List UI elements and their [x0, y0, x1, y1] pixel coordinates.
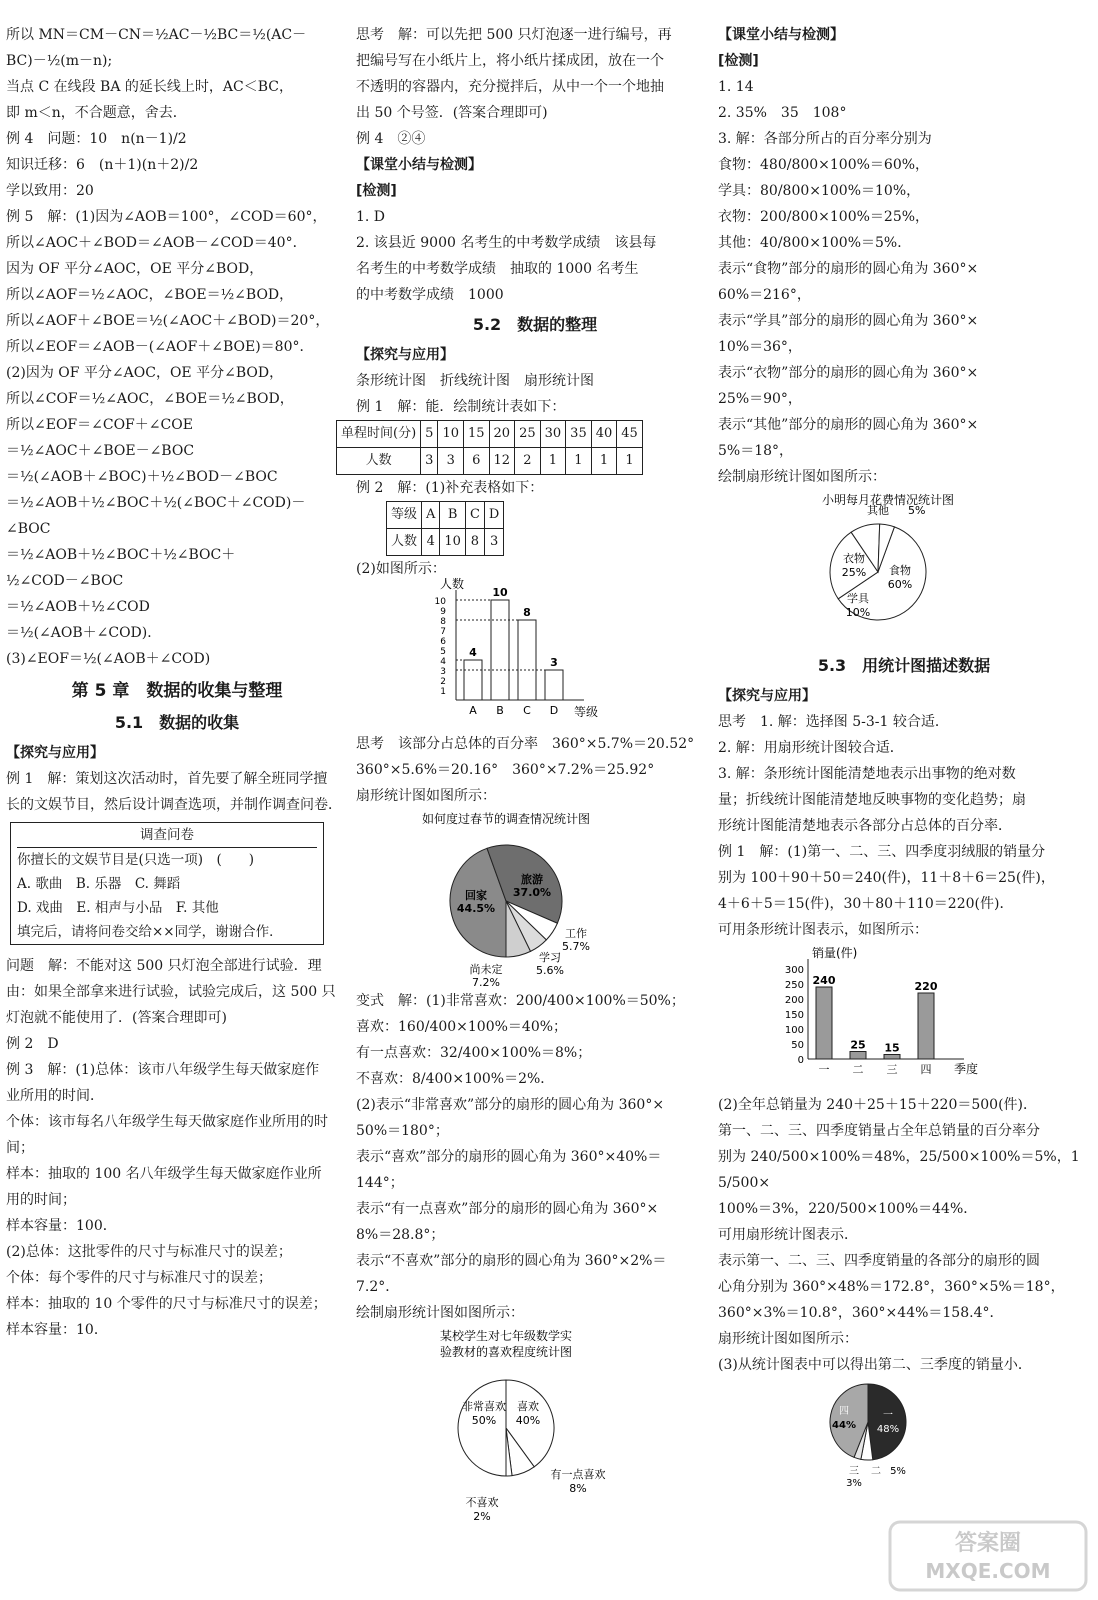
table-cell: 45 [617, 421, 643, 448]
chart-title: 某校学生对七年级数学实 [439, 1329, 573, 1343]
text-line: ∠BOC [6, 521, 51, 537]
text-line: ＝½∠AOC＋∠BOE－∠BOC [6, 443, 195, 459]
chapter-title: 第 5 章 数据的收集与整理 [71, 681, 283, 701]
slice-label: 有一点喜欢 [550, 1468, 606, 1481]
variant-lines-block [356, 988, 714, 1326]
text-line: 形统计图能清楚地表示各部分占总体的百分率． [718, 818, 1012, 834]
text-line: 思考 该部分占总体的百分率 360°×5.7%＝20.52° [356, 736, 695, 752]
slice-label: 三 [849, 1466, 859, 1477]
table-cell: 8 [465, 529, 484, 556]
chart-title: 小明每月花费情况统计图 [821, 493, 955, 507]
table-cell: 1 [617, 448, 643, 475]
x-tick-label: 三 [886, 1063, 898, 1076]
y-tick-label: 150 [784, 1010, 804, 1021]
example-1-line: 例 1 解：能．绘制统计表如下： [356, 399, 566, 415]
example-2-line: 例 2 解：(1)补充表格如下： [356, 480, 544, 496]
quarter-sales-bar-chart [718, 943, 1078, 1083]
y-tick-label: 2 [440, 677, 446, 687]
slice-value: 5% [890, 1466, 906, 1477]
text-line: 样本容量：100． [6, 1218, 117, 1234]
text-line: 心角分别为 360°×48%＝172.8°，360°×5%＝18°， [718, 1279, 1065, 1295]
text-line: 由：如果全部拿来进行试验，试验完成后，这 500 只 [6, 984, 336, 1000]
slice-label: 不喜欢 [465, 1496, 499, 1509]
text-line: 思考 1. 解：选择图 5-3-1 较合适． [718, 714, 949, 730]
table-cell: 20 [489, 421, 515, 448]
slice-value: 44.5% [456, 902, 496, 915]
quarter-sales-pie-chart [718, 1378, 1078, 1489]
x-tick-label: A [469, 704, 477, 717]
slice-label: 一 [883, 1410, 893, 1421]
text-line: 的中考数学成绩 1000 [356, 287, 504, 303]
text-line: 业所用的时间． [6, 1088, 104, 1104]
x-tick-label: C [523, 704, 531, 717]
slice-label: 二 [871, 1466, 881, 1477]
slice-label: 衣物 [843, 552, 865, 565]
text-line: 144°； [356, 1175, 404, 1191]
explore-tag: 【探究与应用】 [6, 745, 104, 761]
table-cell: A [422, 502, 440, 529]
text-line: ＝½∠AOB＋½∠COD [6, 599, 150, 615]
text-line: 衣物：200/800×100%＝25%， [718, 209, 930, 225]
y-axis-label: 销量(件) [812, 946, 858, 960]
x-tick-label: 四 [920, 1063, 932, 1076]
table-cell: 40 [591, 421, 617, 448]
slice-value: 5.6% [536, 964, 564, 977]
x-tick-label: 二 [852, 1063, 864, 1076]
y-tick-label: 7 [440, 627, 446, 637]
data-label: 25 [850, 1038, 866, 1052]
y-tick-label: 250 [784, 980, 804, 991]
column-right [718, 22, 1090, 1489]
table-cell: 25 [515, 421, 541, 448]
text-line: 50%＝180°； [356, 1123, 449, 1139]
text-line: 因为 OF 平分∠AOC，OE 平分∠BOD， [6, 261, 264, 277]
text-line: 表示“食物”部分的扇形的圆心角为 360°× [718, 261, 979, 277]
text-line: 所以∠EOF＝∠AOB－(∠AOF＋∠BOE)＝80°． [6, 339, 314, 355]
text-line: 所以∠AOF＋∠BOE＝½(∠AOC＋∠BOD)＝20°， [6, 313, 330, 329]
pie-slice [458, 1380, 506, 1476]
slice-label: 喜欢 [517, 1400, 539, 1413]
bar [518, 620, 536, 700]
y-tick-label: 200 [784, 995, 804, 1006]
y-tick-label: 4 [440, 657, 446, 667]
table-cell: 1 [591, 448, 617, 475]
text-line: 用的时间； [6, 1192, 76, 1208]
text-line: 表示“衣物”部分的扇形的圆心角为 360°× [718, 365, 979, 381]
text-line: ＝½∠AOB＋½∠BOC＋½(∠BOC＋∠COD)－ [6, 495, 306, 511]
text-line: 量；折线统计图能清楚地反映事物的变化趋势；扇 [718, 792, 1026, 808]
text-line: 扇形统计图如图所示： [356, 788, 496, 804]
slice-value: 40% [515, 1414, 541, 1427]
data-label: 15 [884, 1041, 900, 1055]
slice-label: 工作 [565, 927, 587, 940]
bar [884, 1055, 900, 1060]
text-line: 长的文娱节目，然后设计调查选项，并制作调查问卷． [6, 797, 342, 813]
y-axis-label: 人数 [440, 577, 465, 591]
y-tick-label: 50 [791, 1040, 804, 1051]
text-line: 25%＝90°， [718, 391, 802, 407]
text-line: 填完后，请将问卷交给××同学，谢谢合作． [17, 924, 283, 940]
text-line: [检测] [356, 183, 397, 199]
text-line: (2)全年总销量为 240＋25＋15＋220＝500(件)． [718, 1097, 1037, 1113]
text-line: (2)表示“非常喜欢”部分的扇形的圆心角为 360°× [356, 1097, 665, 1113]
table-cell: C [465, 502, 484, 529]
table-row-label: 人数 [337, 448, 421, 475]
data-label: 220 [914, 980, 938, 993]
section-title-5-3: 5.3 用统计图描述数据 [817, 656, 991, 675]
y-tick-label: 1 [440, 687, 446, 697]
text-line: 5%＝18°， [718, 443, 794, 459]
chart-kinds-line: 条形统计图 折线统计图 扇形统计图 [356, 373, 594, 389]
text-line: 学以致用：20 [6, 183, 94, 199]
slice-value: 10% [845, 606, 871, 619]
x-tick-label: 一 [818, 1063, 830, 1076]
y-tick-label: 9 [440, 607, 446, 617]
text-line: 10%＝36°， [718, 339, 802, 355]
table-cell: 35 [566, 421, 592, 448]
table-cell: 4 [422, 529, 440, 556]
text-line: 所以∠EOF＝∠COF＋∠COE [6, 417, 193, 433]
commute-time-table [336, 420, 643, 475]
spring-festival-pie-chart [356, 809, 656, 989]
text-line: 2. 35% 35 108° [718, 105, 847, 121]
text-line: 例 4 问题：10 n(n－1)/2 [6, 131, 187, 147]
slice-value: 5% [908, 504, 926, 517]
text-line: 例 2 D [6, 1036, 59, 1052]
y-tick-label: 6 [440, 637, 446, 647]
section-title-5-1: 5.1 数据的收集 [114, 713, 240, 732]
slice-value: 8% [569, 1482, 587, 1495]
text-line: 样本：抽取的 10 个零件的尺寸与标准尺寸的误差； [6, 1296, 327, 1312]
slice-value: 48% [876, 1424, 900, 1435]
column-middle [341, 22, 714, 1523]
check-lines-block [718, 22, 1090, 490]
table-cell: 10 [440, 529, 466, 556]
text-line: 表示第一、二、三、四季度销量的各部分的扇形的圆 [718, 1253, 1040, 1269]
text-line: 1. 14 [718, 79, 754, 95]
answer-lines-block [6, 953, 348, 1343]
y-tick-label: 8 [440, 617, 446, 627]
solution-lines-block [6, 22, 348, 672]
example-lines-block [6, 766, 348, 818]
table-cell: 1 [540, 448, 566, 475]
data-label: 10 [492, 586, 508, 599]
table-header-cell: 单程时间(分) [337, 421, 421, 448]
slice-value: 25% [841, 566, 867, 579]
data-label: 3 [550, 656, 558, 669]
table-cell: 12 [489, 448, 515, 475]
text-line: 个体：该市每名八年级学生每天做家庭作业所用的时间； [6, 1114, 328, 1156]
text-line: 表示“不喜欢”部分的扇形的圆心角为 360°×2%＝ [356, 1253, 667, 1269]
text-line: 2. 该县近 9000 名考生的中考数学成绩 该县每 [356, 235, 657, 251]
table-row-label: 人数 [387, 529, 422, 556]
text-line: 所以∠AOC＋∠BOD＝∠AOB－∠COD＝40°． [6, 235, 307, 251]
text-line: 1. D [356, 209, 386, 225]
text-line: 喜欢：160/400×100%＝40%； [356, 1019, 568, 1035]
slice-label: 学具 [847, 592, 869, 605]
table-cell: 15 [463, 421, 489, 448]
text-line: 不透明的容器内，充分搅拌后，从中一个一个地抽 [356, 79, 664, 95]
slice-label: 非常喜欢 [462, 1400, 506, 1413]
x-axis-label: 等级 [574, 705, 599, 719]
bar [850, 1052, 866, 1060]
percentage-lines-block [718, 1092, 1090, 1378]
y-tick-label: 10 [434, 597, 446, 607]
watermark-logo [888, 1520, 1088, 1592]
text-line: 表示“其他”部分的扇形的圆心角为 360°× [718, 417, 979, 433]
bar [816, 987, 832, 1059]
slice-label: 四 [839, 1406, 849, 1417]
text-line: 所以∠AOF＝½∠AOC，∠BOE＝½∠BOD， [6, 287, 294, 303]
text-line: A. 歌曲 B. 乐器 C. 舞蹈 [17, 876, 181, 892]
text-line: 100%＝3%，220/500×100%＝44%． [718, 1201, 978, 1217]
text-line: 知识迁移：6 (n＋1)(n＋2)/2 [6, 157, 199, 173]
grade-table [386, 501, 504, 556]
text-line: 例 3 解：(1)总体：该市八年级学生每天做家庭作 [6, 1062, 320, 1078]
text-line: 2. 解：用扇形统计图较合适． [718, 740, 904, 756]
pie-slice [868, 1384, 906, 1460]
text-line: (3)从统计图表中可以得出第二、三季度的销量小． [718, 1357, 1032, 1373]
data-label: 4 [469, 646, 477, 659]
slice-label: 学习 [539, 951, 561, 964]
grade-bar-chart [356, 577, 656, 722]
y-tick-label: 100 [784, 1025, 804, 1036]
text-line: ＝½(∠AOB＋∠COD)． [6, 625, 162, 641]
text-line: 即 m＜n，不合题意，舍去． [6, 105, 187, 121]
text-line: 扇形统计图如图所示： [718, 1331, 858, 1347]
slice-label: 其他 [867, 504, 889, 517]
questionnaire-box [10, 822, 324, 945]
slice-value: 2% [473, 1510, 491, 1523]
text-line: 所以 MN＝CM－CN＝½AC－½BC＝½(AC－ [6, 27, 307, 43]
table-cell: 30 [540, 421, 566, 448]
text-line: 7.2°． [356, 1279, 400, 1295]
text-line: 60%＝216°， [718, 287, 811, 303]
text-line: 例 1 解：策划这次活动时，首先要了解全班同学擅 [6, 771, 328, 787]
text-line: 8%＝28.8°； [356, 1227, 445, 1243]
bar [464, 660, 482, 700]
table-cell: 6 [463, 448, 489, 475]
text-line: 例 5 解：(1)因为∠AOB＝100°，∠COD＝60°， [6, 209, 327, 225]
table-cell: 5 [421, 421, 438, 448]
data-label: 8 [523, 606, 531, 619]
text-line: BC)－½(m－n); [6, 53, 113, 69]
questionnaire-title: 调查问卷 [17, 823, 317, 848]
svg-text:MXQE.COM: MXQE.COM [925, 1559, 1051, 1583]
text-line: 名考生的中考数学成绩 抽取的 1000 名考生 [356, 261, 639, 277]
text-line: 别为 240/500×100%＝48%，25/500×100%＝5%，15/500× [718, 1149, 1080, 1191]
think-lines-block [356, 731, 714, 809]
monthly-spending-pie-chart [718, 490, 1078, 640]
text-line: 不喜欢：8/400×100%＝2%． [356, 1071, 555, 1087]
text-line: 【课堂小结与检测】 [356, 157, 482, 173]
x-tick-label: B [496, 704, 504, 717]
section-title-5-2: 5.2 数据的整理 [472, 315, 598, 334]
table-cell: B [440, 502, 466, 529]
slice-value: 37.0% [512, 886, 552, 899]
bar [545, 670, 563, 700]
explore-tag: 【探究与应用】 [356, 347, 454, 363]
y-tick-label: 3 [440, 667, 446, 677]
text-line: 3. 解：各部分所占的百分率分别为 [718, 131, 932, 147]
text-line: 第一、二、三、四季度销量占全年总销量的百分率分 [718, 1123, 1040, 1139]
text-line: 样本：抽取的 100 名八年级学生每天做家庭作业所 [6, 1166, 322, 1182]
bar [918, 993, 934, 1059]
text-line: [检测] [718, 53, 759, 69]
y-tick-label: 300 [784, 965, 804, 976]
slice-value: 50% [471, 1414, 497, 1427]
text-line: 所以∠COF＝½∠AOC，∠BOE＝½∠BOD， [6, 391, 294, 407]
text-line: 变式 解：(1)非常喜欢：200/400×100%＝50%； [356, 993, 685, 1009]
text-line: 表示“学具”部分的扇形的圆心角为 360°× [718, 313, 979, 329]
text-line: 表示“喜欢”部分的扇形的圆心角为 360°×40%＝ [356, 1149, 662, 1165]
bar [491, 600, 509, 700]
text-line: 例 4 ②④ [356, 131, 426, 147]
text-line: (2)因为 OF 平分∠AOC，OE 平分∠BOD， [6, 365, 284, 381]
svg-text:答案圈: 答案圈 [954, 1531, 1022, 1556]
text-line: 例 1 解：(1)第一、二、三、四季度羽绒服的销量分 [718, 844, 1046, 860]
text-line: 思考 解：可以先把 500 只灯泡逐一进行编号，再 [356, 27, 672, 43]
textbook-preference-pie-chart [356, 1326, 656, 1523]
slice-label: 尚未定 [469, 963, 503, 976]
text-line: 把编号写在小纸片上，将小纸片揉成团，放在一个 [356, 53, 664, 69]
text-line: ½∠COD－∠BOC [6, 573, 124, 589]
text-line: 当点 C 在线段 BA 的延长线上时，AC＜BC， [6, 79, 293, 95]
text-line: 别为 100＋90＋50＝240(件)，11＋8＋6＝25(件)， [718, 870, 1055, 886]
text-line: 可用扇形统计图表示． [718, 1227, 858, 1243]
questionnaire-lines [17, 848, 317, 944]
text-line: ＝½(∠AOB＋∠BOC)＋½∠BOD－∠BOC [6, 469, 278, 485]
text-line: 4＋6＋5＝15(件)，30＋80＋110＝220(件)． [718, 896, 1014, 912]
text-line: 出 50 个号签．(答案合理即可) [356, 105, 548, 121]
text-line: 问题 解：不能对这 500 只灯泡全部进行试验．理 [6, 958, 322, 974]
text-line: 灯泡就不能使用了．(答案合理即可) [6, 1010, 227, 1026]
slice-label: 旅游 [521, 873, 543, 886]
text-line: 其他：40/800×100%＝5%． [718, 235, 912, 251]
y-tick-label: 5 [440, 647, 446, 657]
chart-title: 如何度过春节的调查情况统计图 [421, 812, 591, 826]
text-line: (3)∠EOF＝½(∠AOB＋∠COD) [6, 651, 211, 667]
slice-label: 食物 [889, 564, 911, 577]
text-line: D. 戏曲 E. 相声与小品 F. 其他 [17, 900, 219, 916]
text-line: 食物：480/800×100%＝60%， [718, 157, 930, 173]
y-tick-label: 0 [797, 1055, 804, 1066]
text-line: 表示“有一点喜欢”部分的扇形的圆心角为 360°× [356, 1201, 659, 1217]
text-line: 3. 解：条形统计图能清楚地表示出事物的绝对数 [718, 766, 1016, 782]
text-line: 你擅长的文娱节目是(只选一项) ( ) [17, 852, 255, 868]
table-header-cell: 等级 [387, 502, 422, 529]
table-cell: 3 [484, 529, 503, 556]
text-line: 360°×3%＝10.8°，360°×44%＝158.4°． [718, 1305, 1004, 1321]
slice-value: 7.2% [472, 976, 500, 989]
text-line: (2)总体：这批零件的尺寸与标准尺寸的误差； [6, 1244, 292, 1260]
text-line: 360°×5.6%＝20.16° 360°×7.2%＝25.92° [356, 762, 655, 778]
table-cell: 2 [515, 448, 541, 475]
think-lines-block [718, 709, 1090, 943]
column-left [6, 22, 348, 1343]
slice-label: 回家 [465, 889, 487, 902]
text-line: 学具：80/800×100%＝10%， [718, 183, 921, 199]
table-cell: 10 [438, 421, 464, 448]
explore-tag: 【探究与应用】 [718, 688, 816, 704]
answer-lines-block [356, 22, 714, 308]
text-line: 有一点喜欢：32/400×100%＝8%； [356, 1045, 592, 1061]
figure-note: (2)如图所示： [356, 561, 446, 577]
slice-value: 60% [887, 578, 913, 591]
slice-value: 44% [832, 1420, 856, 1431]
text-line: 可用条形统计图表示，如图所示： [718, 922, 928, 938]
table-cell: D [484, 502, 503, 529]
chart-title: 验教材的喜欢程度统计图 [439, 1345, 573, 1359]
text-line: 绘制扇形统计图如图所示： [356, 1305, 524, 1321]
table-cell: 3 [438, 448, 464, 475]
text-line: ＝½∠AOB＋½∠BOC＋½∠BOC＋ [6, 547, 236, 563]
slice-value: 3% [846, 1478, 862, 1489]
table-cell: 1 [566, 448, 592, 475]
table-cell: 3 [421, 448, 438, 475]
text-line: 个体：每个零件的尺寸与标准尺寸的误差； [6, 1270, 272, 1286]
text-line: 样本容量：10． [6, 1322, 108, 1338]
x-tick-label: D [549, 704, 559, 717]
text-line: 绘制扇形统计图如图所示： [718, 469, 886, 485]
data-label: 240 [812, 974, 836, 987]
text-line: 【课堂小结与检测】 [718, 27, 844, 43]
slice-value: 5.7% [562, 940, 590, 953]
x-axis-label: 季度 [954, 1062, 979, 1076]
